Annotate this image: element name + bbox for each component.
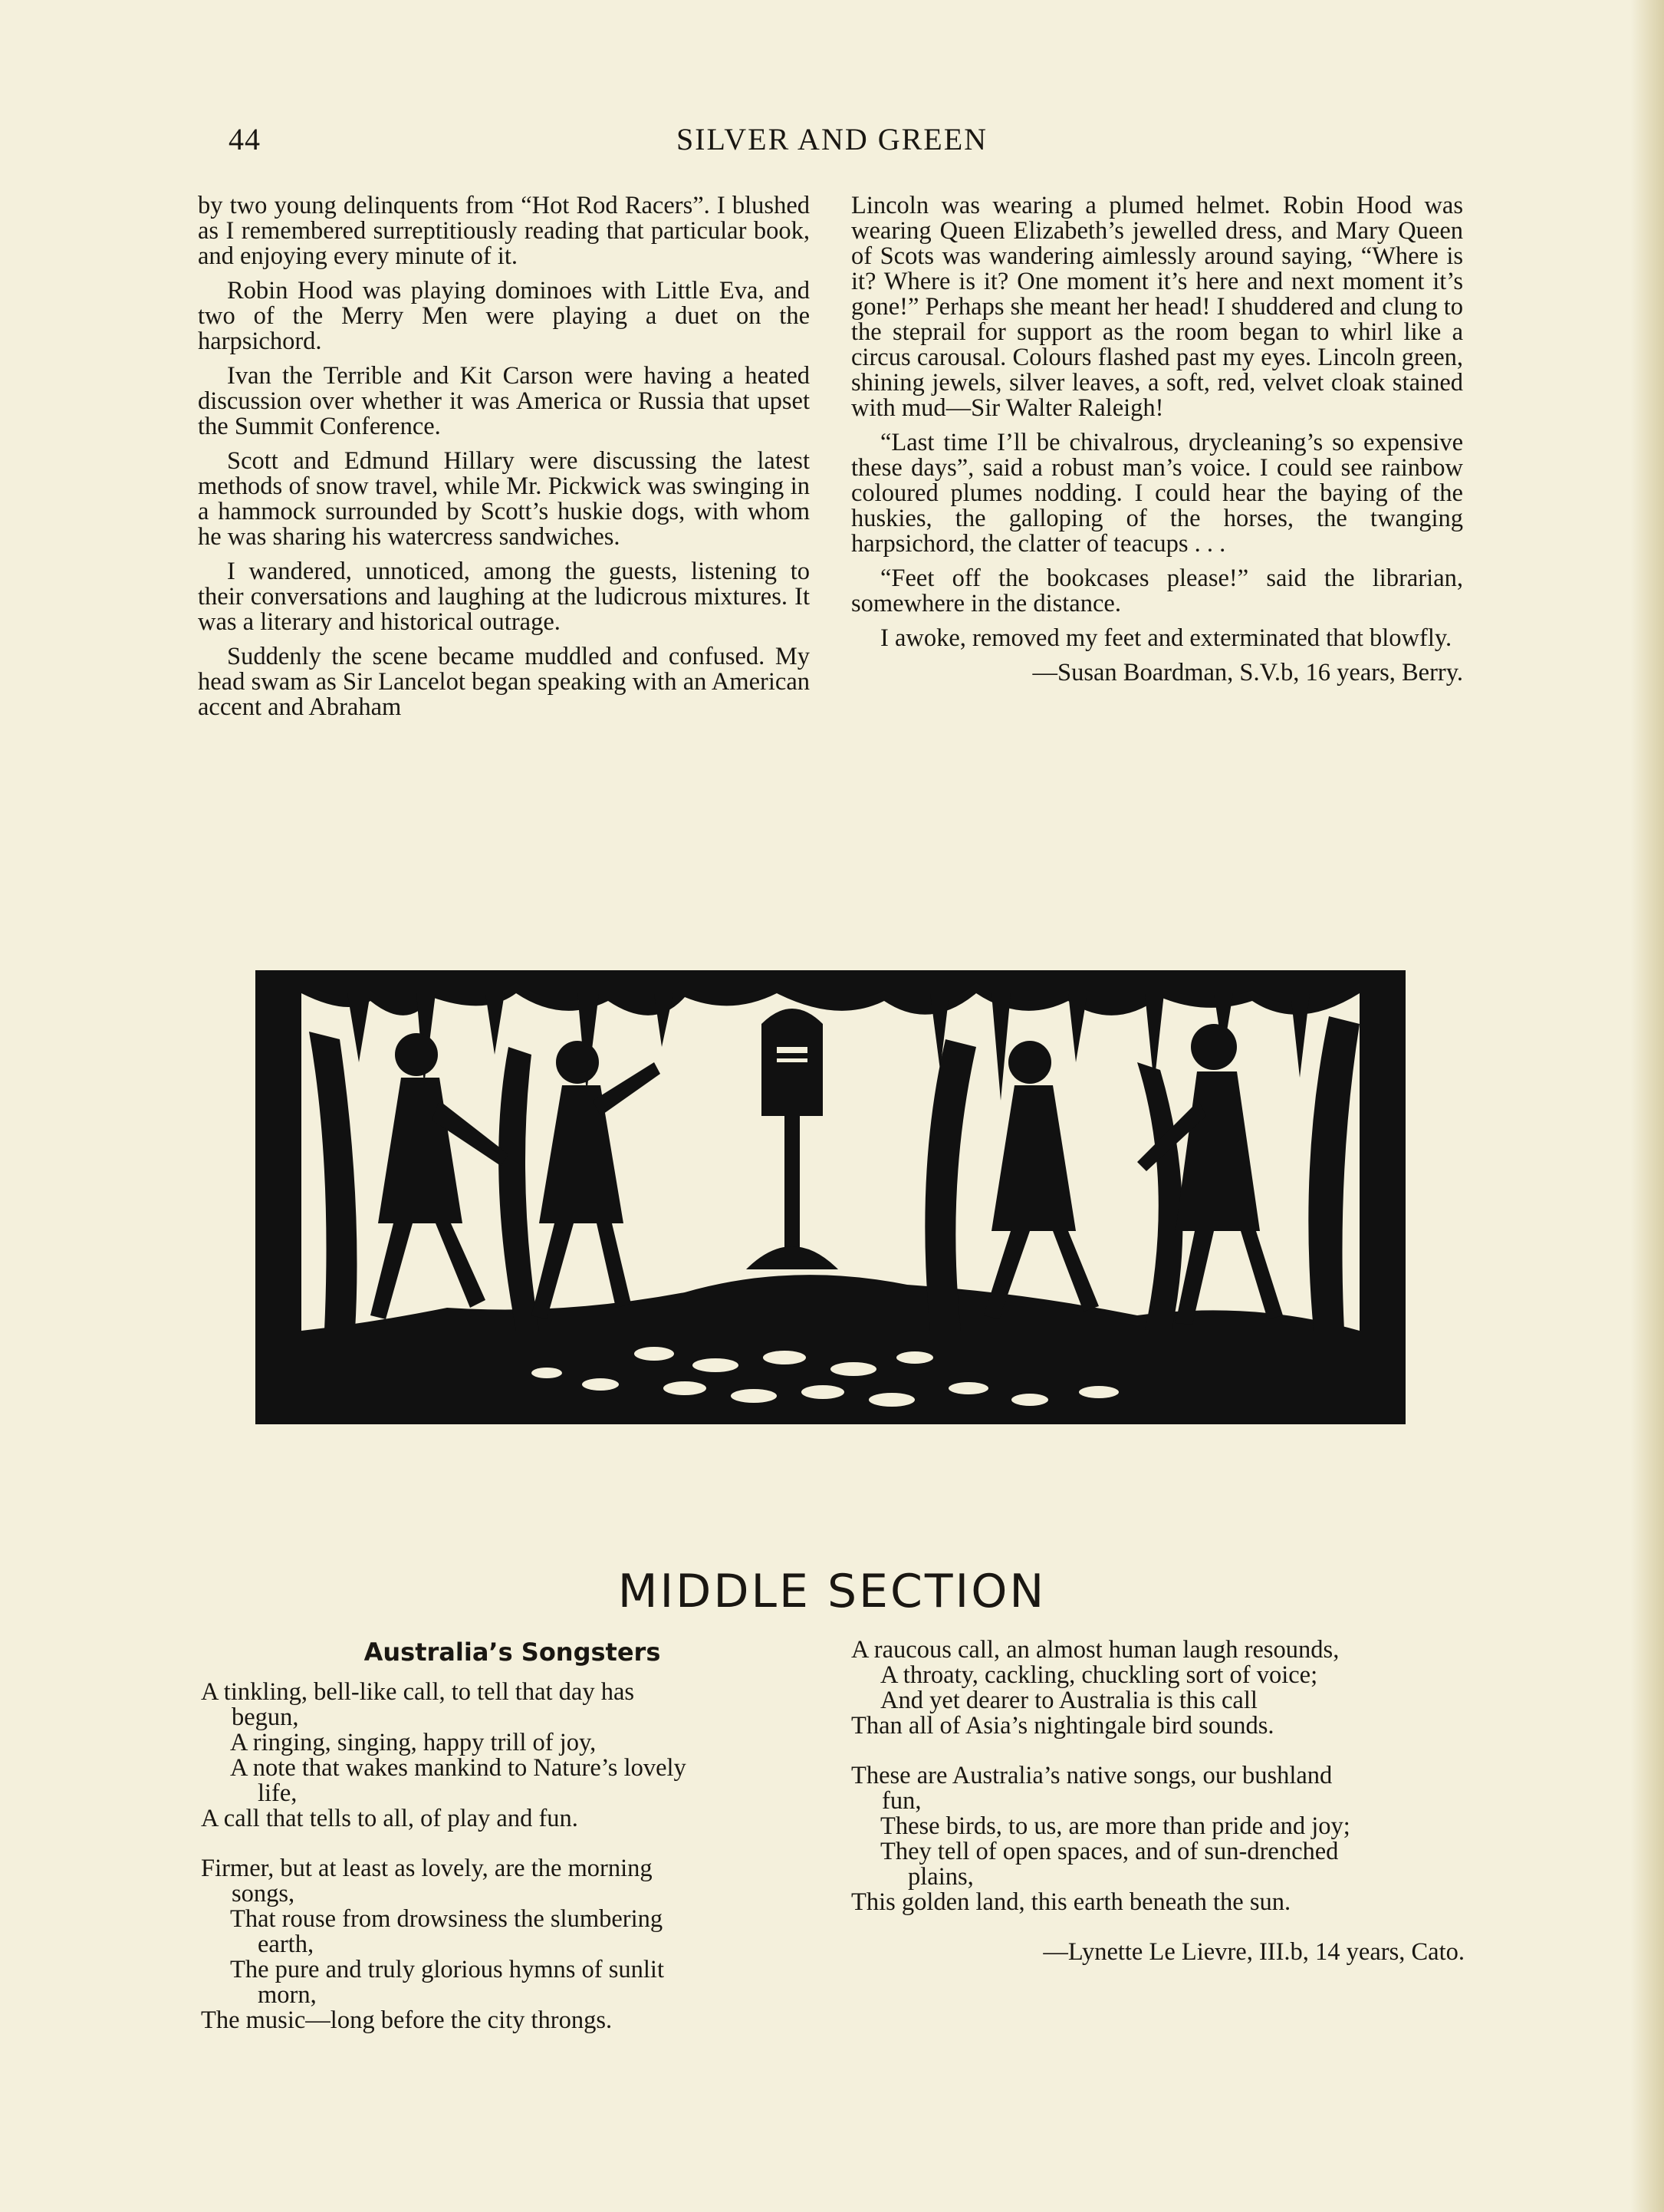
story-paragraph: Robin Hood was playing dominoes with Little Eva, and two of the Merry Men were playing a duet on the harpsichord.: [198, 277, 810, 355]
poem-stanza: [851, 1638, 1465, 1739]
poem-line: These birds, to us, are more than pride and joy;: [880, 1812, 1350, 1840]
poem-line: The music—long before the city throngs.: [201, 2006, 613, 2034]
story-paragraph: Lincoln was wearing a plumed helmet. Robin Hood was wearing Queen Elizabeth’s jewelled dress, and Mary Queen of Scots was wandering aimlessly around saying, “Where is it? Where is it? One moment it’s here and next moment it’s gone!” Perhaps she meant her head! I shuddered and clung to the steprail for support as the room began to whirl like a circus carousal. Colours flashed past my eyes. Lincoln green, shining jewels, silver leaves, a soft, red, velvet cloak stained with mud—Sir Walter Raleigh!: [851, 192, 1463, 422]
poem-signature: —Lynette Le Lievre, III.b, 14 years, Cato.: [1043, 1938, 1465, 1966]
poem-line: Firmer, but at least as lovely, are the morning songs,: [201, 1855, 653, 1908]
story-paragraph: I awoke, removed my feet and exterminated that blowfly.: [880, 624, 1452, 652]
poem-line: A throaty, cackling, chuckling sort of voice;: [880, 1661, 1318, 1689]
page-header: [0, 121, 1664, 167]
silhouette-illustration: [255, 970, 1406, 1424]
poem-left-column: [201, 1680, 814, 2058]
story-paragraph: “Last time I’ll be chivalrous, drycleaning’s so expensive these days”, said a robust man’s voice. I could see rainbow coloured plumes nodding. I could hear the baying of the huskies, the galloping of the horses, the twanging harpsichord, the clatter of teacups . . .: [851, 429, 1463, 558]
poem-stanza: [201, 1680, 814, 1832]
poem-right-column: [851, 1638, 1465, 1965]
story-paragraph: Ivan the Terrible and Kit Carson were having a heated discussion over whether it was America or Russia that upset the Summit Conference.: [198, 362, 810, 440]
poem-line: These are Australia’s native songs, our bushland fun,: [851, 1762, 1333, 1815]
story-paragraph: by two young delinquents from “Hot Rod Racers”. I blushed as I remembered surreptitiously reading that particular book, and enjoying every minute of it.: [198, 192, 810, 270]
poem-line: The pure and truly glorious hymns of sunlit morn,: [230, 1956, 664, 2009]
poem-title: Australia’s Songsters: [363, 1638, 661, 1667]
running-title: SILVER AND GREEN: [676, 122, 988, 156]
story-signature: —Susan Boardman, S.V.b, 16 years, Berry.: [1032, 659, 1463, 686]
poem-line: Than all of Asia’s nightingale bird sounds.: [851, 1712, 1274, 1740]
poem-line: A tinkling, bell-like call, to tell that day has begun,: [201, 1678, 635, 1731]
poem-line: And yet dearer to Australia is this call: [880, 1687, 1258, 1714]
story-right-column: [851, 193, 1463, 686]
poem-line: A raucous call, an almost human laugh resounds,: [851, 1636, 1340, 1664]
silhouette-girls-mailbox-icon: [255, 970, 1406, 1424]
poem-stanza: [201, 1856, 814, 2033]
section-heading: MIDDLE SECTION: [617, 1564, 1047, 1618]
poem-line: A ringing, singing, happy trill of joy,: [230, 1729, 597, 1756]
story-paragraph: Scott and Edmund Hillary were discussing the latest methods of snow travel, while Mr. Pickwick was swinging in a hammock surrounded by Scott’s huskie dogs, with whom he was sharing his watercress sandwiches.: [198, 447, 810, 551]
poem-line: They tell of open spaces, and of sun-drenched plains,: [880, 1838, 1339, 1891]
poem-line: A call that tells to all, of play and fun.: [201, 1805, 578, 1832]
poem-stanza: [851, 1763, 1465, 1915]
poem-line: A note that wakes mankind to Nature’s lovely life,: [230, 1754, 686, 1807]
story-left-column: [198, 193, 810, 729]
poem-line: This golden land, this earth beneath the sun.: [851, 1888, 1291, 1916]
poem-line: That rouse from drowsiness the slumbering earth,: [230, 1905, 663, 1958]
page-edge-shadow: [1630, 0, 1664, 2212]
story-paragraph: Suddenly the scene became muddled and confused. My head swam as Sir Lancelot began speaking with an American accent and Abraham: [198, 643, 810, 721]
story-paragraph: I wandered, unnoticed, among the guests, listening to their conversations and laughing at the ludicrous mixtures. It was a literary and historical outrage.: [198, 558, 810, 636]
page-number: 44: [229, 122, 261, 156]
story-paragraph: “Feet off the bookcases please!” said the librarian, somewhere in the distance.: [851, 565, 1463, 617]
